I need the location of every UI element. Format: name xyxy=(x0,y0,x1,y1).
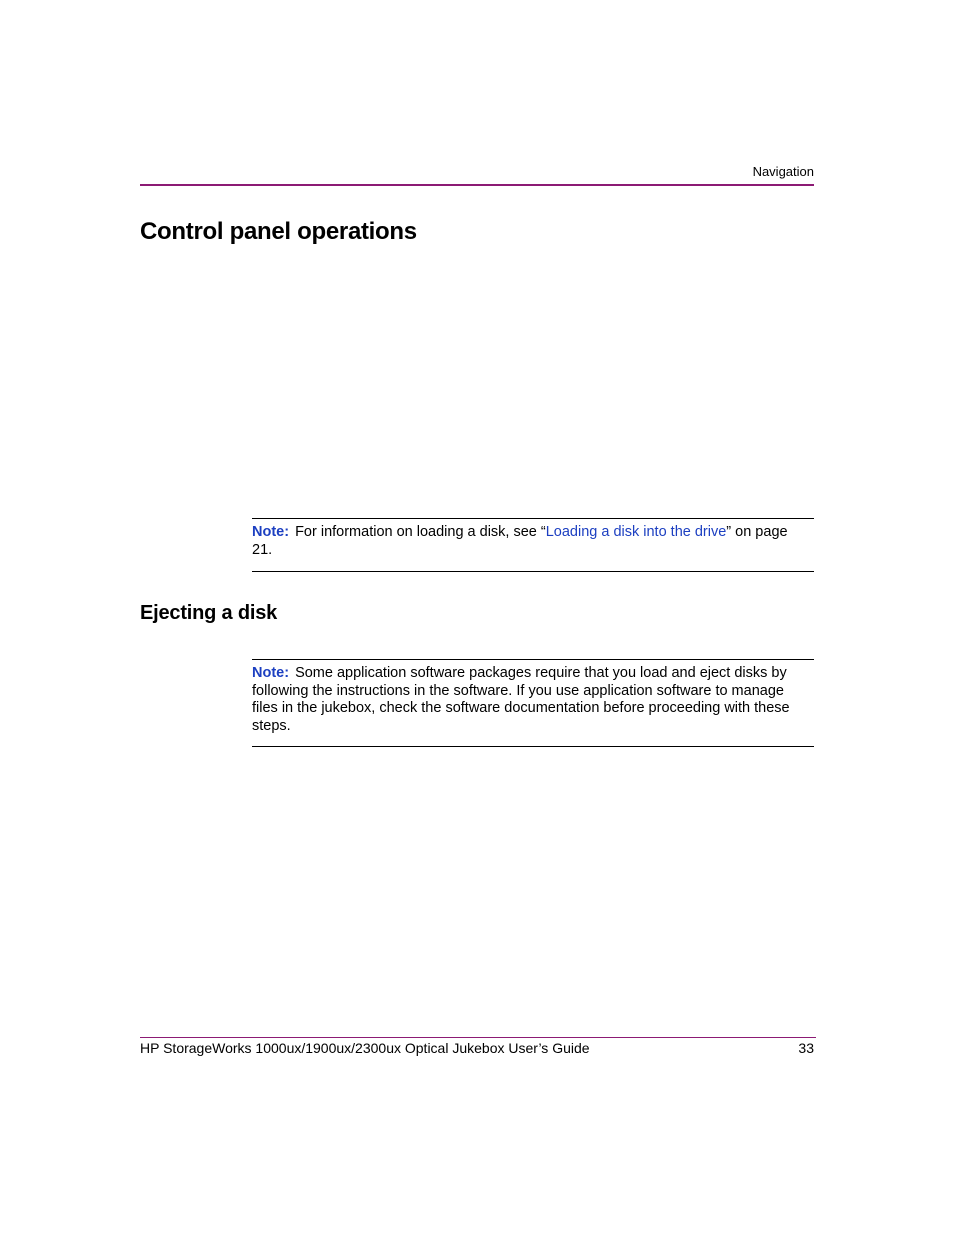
note-label: Note: xyxy=(252,524,290,540)
cross-reference-link[interactable]: Loading a disk into the drive xyxy=(545,524,727,540)
note-application-software xyxy=(252,659,814,747)
running-header-section: Navigation xyxy=(752,164,814,179)
note-text: Some application software packages require that you load and eject disks by following the instructions in the software. If you use application software to manage files in the jukebox, check the software documentation before proceeding with these steps. xyxy=(252,665,790,734)
footer-rule xyxy=(140,1037,816,1038)
header-rule xyxy=(140,184,814,186)
note-label: Note: xyxy=(252,665,290,681)
subsection-heading-ejecting: Ejecting a disk xyxy=(140,602,278,624)
footer-page-number: 33 xyxy=(798,1040,814,1056)
note-text-after: ” on page 21. xyxy=(252,524,788,558)
footer-document-title: HP StorageWorks 1000ux/1900ux/2300ux Optical Jukebox User’s Guide xyxy=(140,1040,590,1056)
note-loading-disk xyxy=(252,518,814,572)
section-heading-control-panel: Control panel operations xyxy=(140,218,417,245)
note-text-before: For information on loading a disk, see “ xyxy=(295,524,546,540)
